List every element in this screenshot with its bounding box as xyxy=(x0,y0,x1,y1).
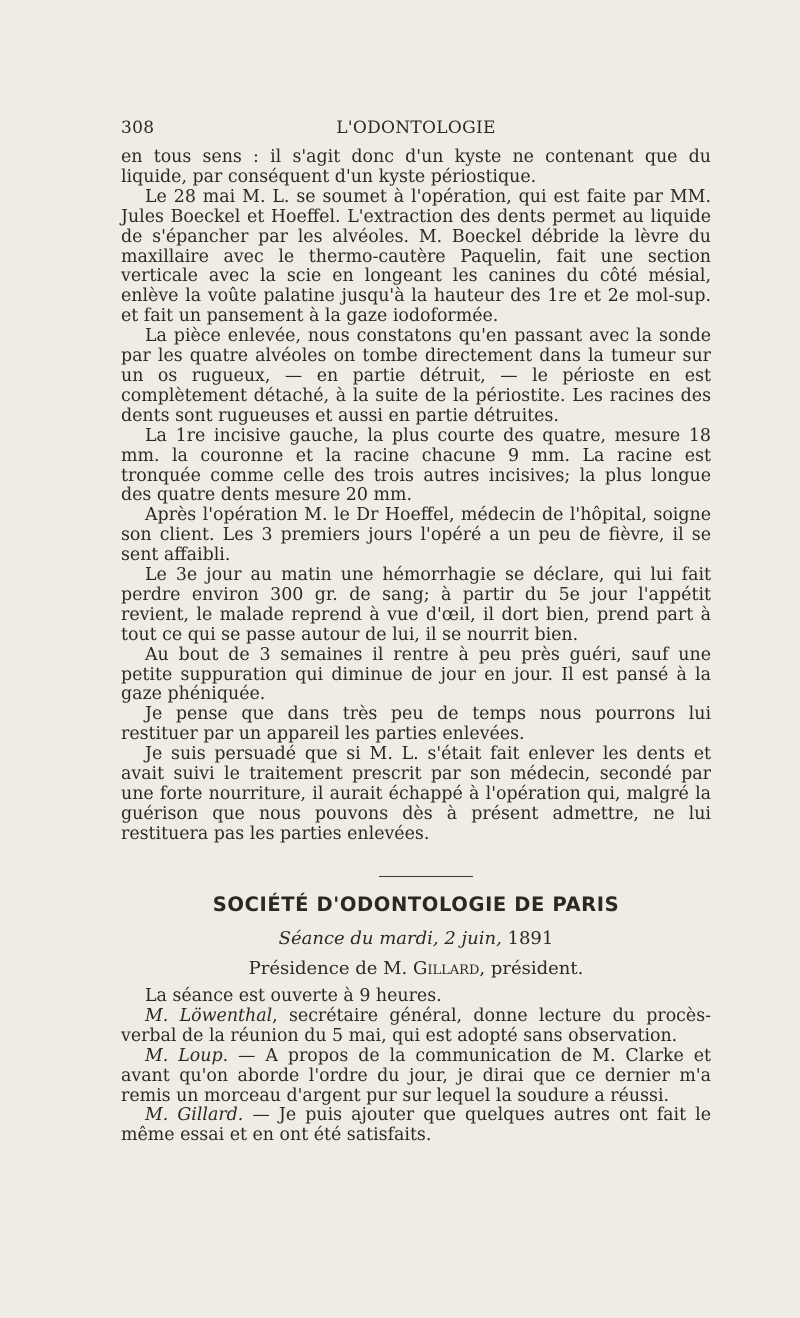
section-divider xyxy=(379,876,473,877)
paragraph: Au bout de 3 semaines il rentre à peu près guéri, sauf une petite suppuration qui diminue de jour en jour. Il est pansé à la gaze phéniquée. xyxy=(121,644,711,705)
paragraph: Le 3e jour au matin une hémorrhagie se déclare, qui lui fait perdre environ 300 gr. de sang; à partir du 5e jour l'appétit revient, le malade reprend à vue d'œil, il dort bien, prend part à tout ce qui se passe autour de lui, il se nourrit bien. xyxy=(121,565,711,645)
paragraph: Après l'opération M. le Dr Hoeffel, médecin de l'hôpital, soigne son client. Les 3 premiers jours l'opéré a un peu de fièvre, il se sent affaibli. xyxy=(121,505,711,566)
minutes-entry xyxy=(121,1047,711,1107)
speaker-text: — A propos de la communication de M. Clarke et avant qu'on aborde l'ordre du jour, je dirai que ce dernier m'a remis un morceau d'argent pur sur lequel la soudure a réussi. xyxy=(121,1045,711,1106)
section-title: SOCIÉTÉ D'ODONTOLOGIE DE PARIS xyxy=(212,893,620,916)
paragraph: Je pense que dans très peu de temps nous pourrons lui restituer par un appareil les parties enlevées. xyxy=(121,704,711,745)
presidence-line xyxy=(121,958,711,979)
paragraph: La pièce enlevée, nous constatons qu'en passant avec la sonde par les quatre alvéoles on tombe directement dans la tumeur sur un os rugueux, — en partie détruit, — le périoste en est complètement détaché, à la suite de la périostite. Les racines des dents sont rugueuses et aussi en partie détruites. xyxy=(121,326,711,426)
presidence-suffix: , président. xyxy=(479,958,584,979)
speaker-text: , secrétaire général, donne lecture du procès-verbal de la réunion du 5 mai, qui est adopté sans observation. xyxy=(121,1005,711,1046)
speaker-text: — Je puis ajouter que quelques autres ont fait le même essai et en ont été satisfaits. xyxy=(121,1105,711,1146)
paragraph: en tous sens : il s'agit donc d'un kyste ne contenant que du liquide, par conséquent d'un kyste périostique. xyxy=(121,147,711,187)
speaker-name: M. Löwenthal xyxy=(145,1005,273,1026)
running-header xyxy=(121,118,711,142)
seance-year: 1891 xyxy=(507,928,554,949)
minutes-opening: La séance est ouverte à 9 heures. xyxy=(145,986,442,1006)
page-number: 308 xyxy=(121,118,155,138)
minutes-entry xyxy=(121,1007,711,1047)
presidence-prefix: Présidence de M. xyxy=(248,958,408,979)
paragraph: Je suis persuadé que si M. L. s'était fait enlever les dents et avait suivi le traitement prescrit par son médecin, secondé par une forte nourriture, il aurait échappé à l'opération qui, malgré la guérison que nous pouvons dès à présent admettre, ne lui restituera pas les parties enlevées. xyxy=(121,744,711,844)
article-body xyxy=(121,148,711,845)
seance-date: Séance du mardi, 2 juin, xyxy=(278,928,502,949)
journal-title: L'ODONTOLOGIE xyxy=(336,118,496,138)
speaker-name: M. Gillard. xyxy=(145,1105,244,1126)
speaker-name: M. Loup. xyxy=(145,1045,229,1066)
seance-line xyxy=(121,928,711,949)
paragraph: Le 28 mai M. L. se soumet à l'opération, qui est faite par MM. Jules Boeckel et Hoeffel. L'extraction des dents permet au liquide de s'épancher par les alvéoles. M. Boeckel débride la lèvre du maxillaire avec le thermo-cautère Paquelin, fait une section verticale avec la scie en longeant les canines du côté mésial, enlève la voûte palatine jusqu'à la hauteur des 1re et 2e mol-sup. et fait un pansement à la gaze iodoformée. xyxy=(121,186,711,327)
paragraph: La 1re incisive gauche, la plus courte des quatre, mesure 18 mm. la couronne et la racine chacune 9 mm. La racine est tronquée comme celle des trois autres incisives; la plus longue des quatre dents mesure 20 mm. xyxy=(121,425,711,506)
president-name: Gillard xyxy=(413,958,480,979)
meeting-minutes xyxy=(121,987,711,1146)
minutes-entry xyxy=(121,1106,711,1146)
